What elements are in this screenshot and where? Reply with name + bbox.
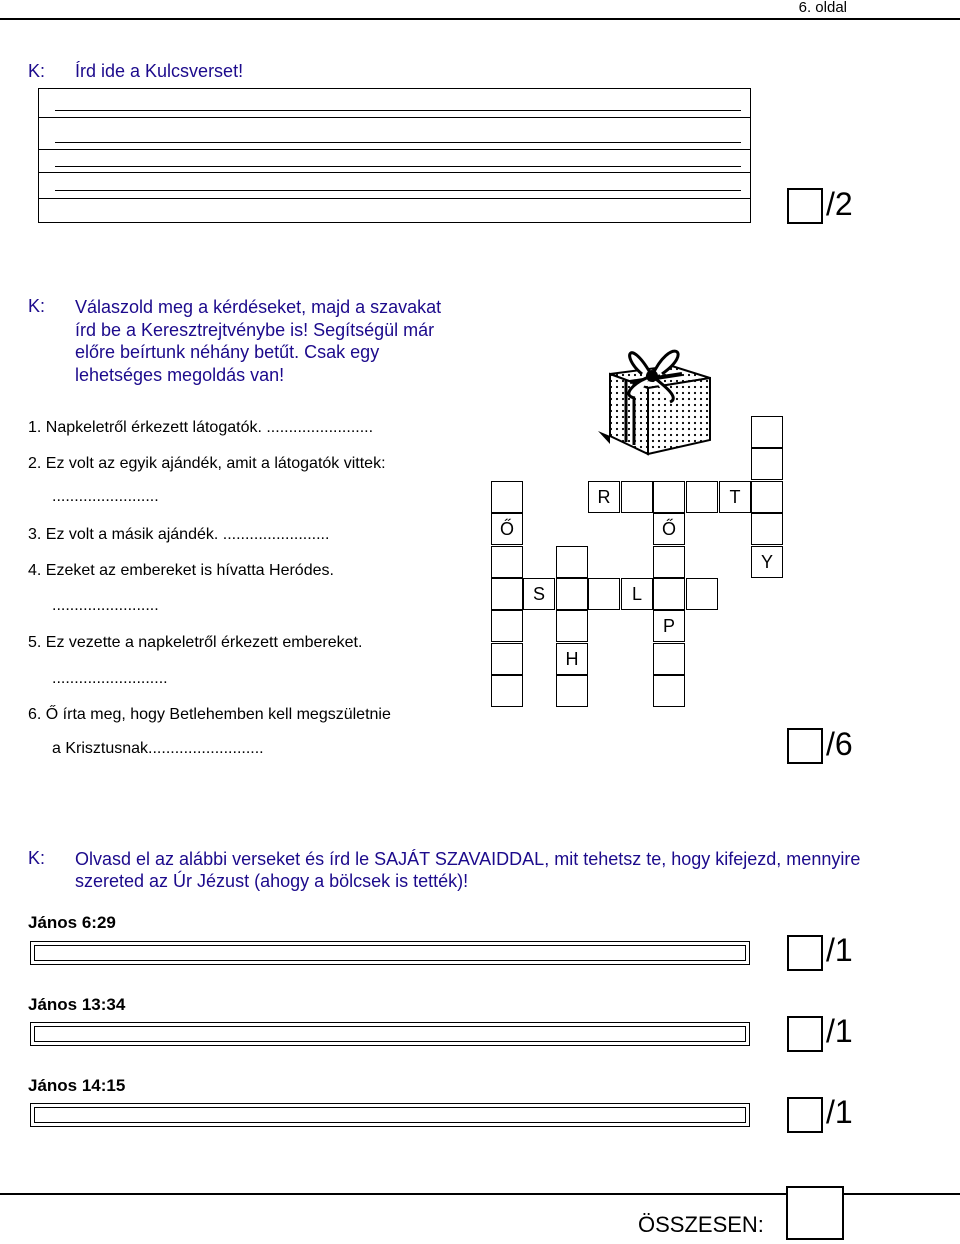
answer-field[interactable] xyxy=(30,1103,750,1127)
crossword-cell[interactable] xyxy=(556,578,588,610)
score-label: /1 xyxy=(826,932,853,968)
question-5-answer: .......................... xyxy=(52,670,168,687)
instruction-line: előre beírtunk néhány betűt. Csak egy xyxy=(75,342,380,362)
crossword-cell[interactable] xyxy=(751,448,783,480)
crossword-cell[interactable] xyxy=(491,481,523,513)
crossword-cell[interactable] xyxy=(653,643,685,675)
score-box[interactable] xyxy=(787,935,823,971)
writing-frame-left xyxy=(38,88,39,223)
verse-reference: János 14:15 xyxy=(28,1076,126,1095)
score-label: /6 xyxy=(826,726,853,762)
score-label: /1 xyxy=(826,1094,853,1130)
verse-reference: János 13:34 xyxy=(28,995,126,1014)
crossword-cell[interactable] xyxy=(653,546,685,578)
crossword-cell[interactable] xyxy=(491,578,523,610)
writing-frame-top xyxy=(38,88,751,89)
instruction-line: szereted az Úr Jézust (ahogy a bölcsek is tették)! xyxy=(75,871,469,891)
crossword-cell[interactable]: Ő xyxy=(653,513,685,545)
writing-line xyxy=(39,172,750,173)
instruction-line: lehetséges megoldás van! xyxy=(75,364,285,385)
crossword-cell[interactable]: H xyxy=(556,643,588,675)
writing-line xyxy=(39,198,750,199)
score-box[interactable] xyxy=(787,188,823,224)
question-1: 1. Napkeletről érkezett látogatók. ........................ xyxy=(28,419,374,436)
crossword-cell[interactable]: S xyxy=(523,578,555,610)
crossword-cell[interactable] xyxy=(686,578,718,610)
question-3: 3. Ez volt a másik ajándék. ........................ xyxy=(28,526,330,543)
crossword-cell[interactable]: Ő xyxy=(491,513,523,545)
score-box[interactable] xyxy=(787,728,823,764)
question-4-answer: ........................ xyxy=(52,597,159,614)
crossword-cell[interactable]: Y xyxy=(751,546,783,578)
answer-field[interactable] xyxy=(30,941,750,965)
header-rule xyxy=(0,18,960,20)
writing-frame-bottom xyxy=(38,222,751,223)
crossword-cell[interactable]: L xyxy=(621,578,653,610)
score-label: /2 xyxy=(826,186,853,222)
instruction-line: Olvasd el az alábbi verseket és írd le SAJÁT SZAVAIDDAL, mit tehetsz te, hogy kifejezd, mennyire xyxy=(75,849,861,869)
crossword-cell[interactable]: R xyxy=(588,481,620,513)
question-2: 2. Ez volt az egyik ajándék, amit a látogatók vittek: xyxy=(28,455,386,472)
crossword-cell[interactable]: P xyxy=(653,610,685,642)
crossword-cell[interactable] xyxy=(491,675,523,707)
crossword-cell[interactable]: T xyxy=(719,481,751,513)
page-number: 6. oldal xyxy=(798,0,847,16)
crossword-cell[interactable] xyxy=(686,481,718,513)
question-6-answer: a Krisztusnak.......................... xyxy=(52,740,264,757)
section1-instruction: Írd ide a Kulcsverset! xyxy=(75,61,244,81)
verse-reference: János 6:29 xyxy=(28,913,116,932)
section2-k-label: K: xyxy=(28,296,46,316)
question-6: 6. Ő írta meg, hogy Betlehemben kell megszületnie xyxy=(28,706,391,723)
total-label: ÖSSZESEN: xyxy=(638,1212,764,1237)
writing-frame-right xyxy=(750,88,751,223)
crossword-cell[interactable] xyxy=(751,513,783,545)
crossword-cell[interactable] xyxy=(556,610,588,642)
crossword-cell[interactable] xyxy=(751,481,783,513)
section3-k-label: K: xyxy=(28,848,46,868)
writing-line xyxy=(55,166,741,167)
question-4: 4. Ezeket az embereket is hívatta Heródes. xyxy=(28,562,334,579)
question-5: 5. Ez vezette a napkeletről érkezett embereket. xyxy=(28,634,363,651)
section1-k-label: K: xyxy=(28,61,46,81)
crossword-cell[interactable] xyxy=(556,546,588,578)
gift-box-icon xyxy=(590,336,720,458)
crossword-cell[interactable] xyxy=(653,675,685,707)
writing-line xyxy=(55,142,741,143)
crossword-cell[interactable] xyxy=(588,578,620,610)
section2-instruction xyxy=(75,296,460,386)
answer-field[interactable] xyxy=(30,1022,750,1046)
crossword-cell[interactable] xyxy=(751,416,783,448)
crossword-cell[interactable] xyxy=(491,643,523,675)
crossword-cell[interactable] xyxy=(556,675,588,707)
score-label: /1 xyxy=(826,1013,853,1049)
score-box[interactable] xyxy=(787,1016,823,1052)
question-2-answer: ........................ xyxy=(52,488,159,505)
section3-instruction xyxy=(75,848,935,892)
crossword-cell[interactable] xyxy=(653,578,685,610)
crossword-cell[interactable] xyxy=(491,610,523,642)
crossword-cell[interactable] xyxy=(653,481,685,513)
crossword-cell[interactable] xyxy=(621,481,653,513)
writing-line xyxy=(39,149,750,150)
writing-line xyxy=(55,110,741,111)
instruction-line: Válaszold meg a kérdéseket, majd a szavakat xyxy=(75,297,442,317)
writing-line xyxy=(39,117,750,118)
total-score-box[interactable] xyxy=(786,1186,844,1240)
instruction-line: írd be a Keresztrejtvénybe is! Segítségül már xyxy=(75,319,435,340)
score-box[interactable] xyxy=(787,1097,823,1133)
crossword-cell[interactable] xyxy=(491,546,523,578)
writing-line xyxy=(55,190,741,191)
